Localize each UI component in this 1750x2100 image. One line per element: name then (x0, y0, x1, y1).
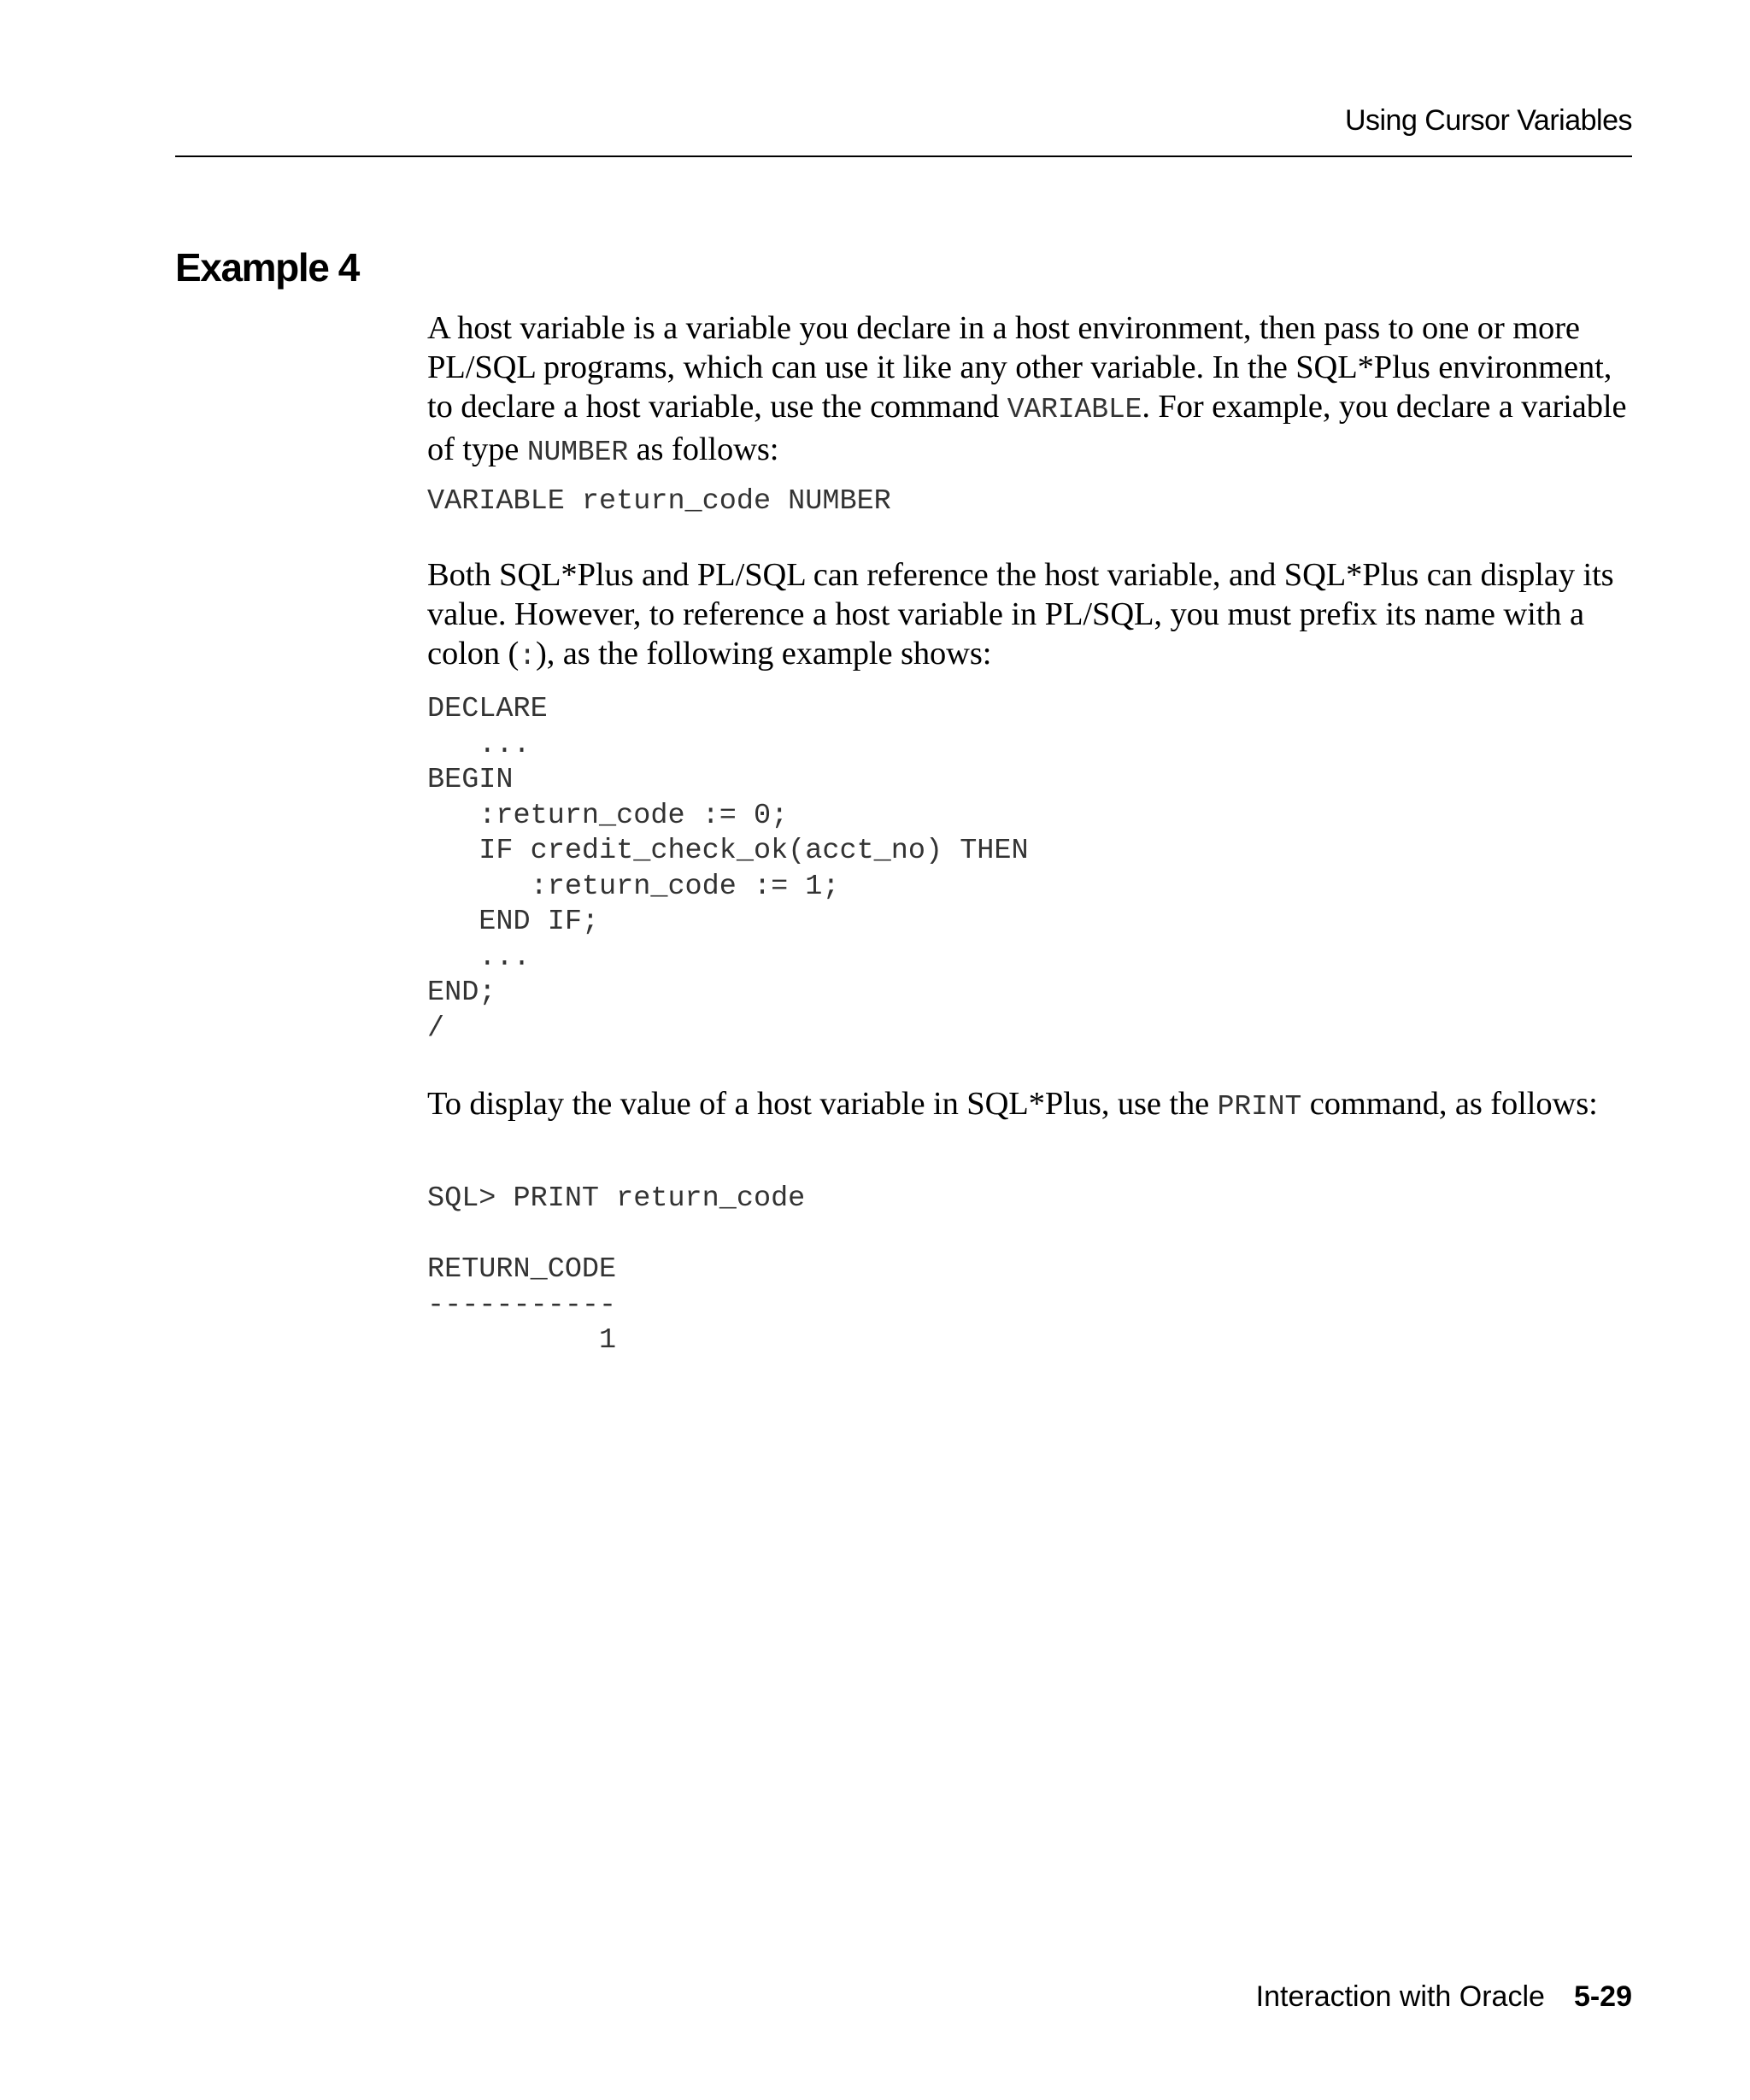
inline-code-print: PRINT (1217, 1091, 1302, 1123)
page-number: 5-29 (1573, 1980, 1632, 2013)
inline-code-colon: : (519, 641, 536, 672)
section-title: Example 4 (175, 245, 359, 290)
inline-code-variable: VARIABLE (1007, 394, 1142, 425)
paragraph-text: . For example, you declare a variable of type (427, 389, 1627, 467)
paragraph-host-variable-intro (427, 308, 1632, 472)
running-header: Using Cursor Variables (1344, 104, 1632, 137)
header-rule (175, 155, 1632, 157)
footer-chapter-title: Interaction with Oracle (1255, 1980, 1545, 2013)
code-block-print-output: SQL> PRINT return_code RETURN_CODE ----------- 1 (427, 1182, 806, 1357)
paragraph-print-command (427, 1084, 1632, 1127)
paragraph-text: A host variable is a variable you declare in a host environment, then pass to one or more PL/SQL programs, which can use it like any other variable. In the SQL*Plus environment, to declare a host variable, use the command (427, 310, 1612, 425)
code-block-plsql-example: DECLARE ... BEGIN :return_code := 0; IF credit_check_ok(acct_no) THEN :return_code := 1; END IF; ... END; / (427, 693, 1029, 1045)
inline-code-number: NUMBER (526, 437, 629, 468)
paragraph-text: command, as follows: (1301, 1086, 1598, 1122)
paragraph-text: as follows: (628, 431, 779, 467)
paragraph-host-variable-reference (427, 555, 1632, 677)
paragraph-text: Both SQL*Plus and PL/SQL can reference the host variable, and SQL*Plus can display its value. However, to reference a host variable in PL/SQL, you must prefix its name with a colon ( (427, 557, 1614, 672)
paragraph-text: ), as the following example shows: (536, 636, 992, 672)
paragraph-text: To display the value of a host variable in SQL*Plus, use the (427, 1086, 1218, 1122)
code-block-variable-declaration: VARIABLE return_code NUMBER (427, 485, 891, 518)
running-footer (175, 1980, 1632, 2014)
